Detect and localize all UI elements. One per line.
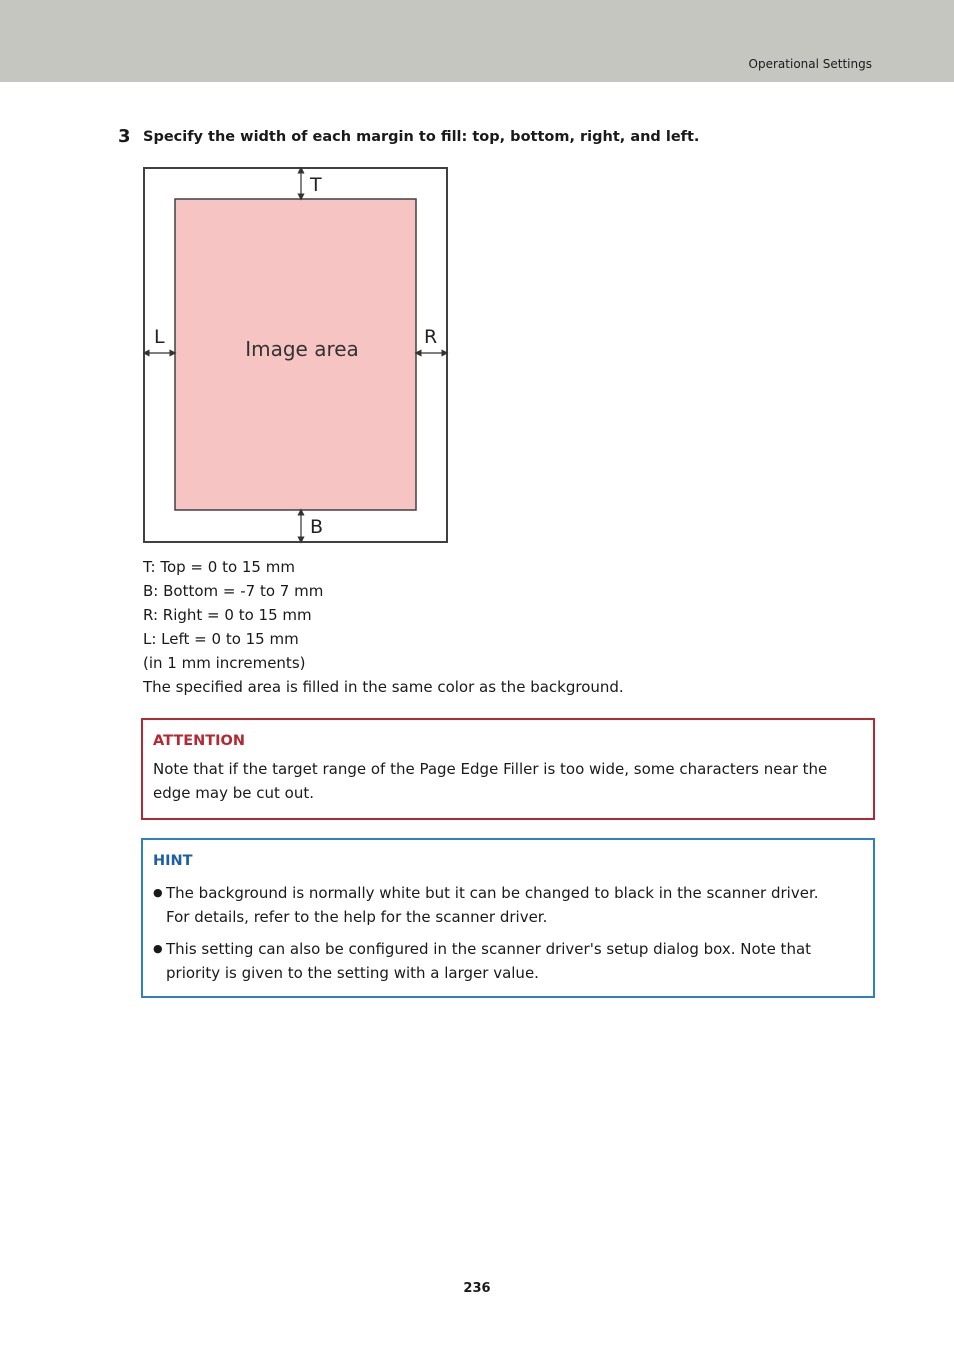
page-header-band	[0, 0, 954, 82]
attention-box	[141, 718, 875, 820]
attention-text	[153, 757, 863, 805]
margin-top-range: T: Top = 0 to 15 mm	[143, 558, 295, 576]
attention-line: Note that if the target range of the Page Edge Filler is too wide, some characters near the	[153, 760, 828, 778]
bullet-icon: ●	[153, 886, 163, 899]
hint-item	[153, 881, 863, 929]
margin-bottom-range: B: Bottom = -7 to 7 mm	[143, 582, 324, 600]
hint-line: The background is normally white but it can be changed to black in the scanner driver.	[166, 884, 819, 902]
margin-right-range: R: Right = 0 to 15 mm	[143, 606, 312, 624]
margin-left-range: L: Left = 0 to 15 mm	[143, 630, 299, 648]
section-title: Operational Settings	[748, 57, 872, 71]
bottom-margin-label: B	[310, 516, 324, 538]
left-margin-label: L	[154, 326, 165, 348]
right-margin-label: R	[424, 326, 438, 348]
margin-diagram-svg	[143, 167, 449, 544]
margin-ranges	[143, 555, 624, 699]
fill-note: The specified area is filled in the same color as the background.	[143, 678, 624, 696]
page-number: 236	[463, 1281, 491, 1296]
attention-title: ATTENTION	[153, 733, 245, 749]
margin-diagram	[143, 167, 449, 544]
step-instruction: Specify the width of each margin to fill: top, bottom, right, and left.	[143, 129, 700, 145]
hint-line: For details, refer to the help for the scanner driver.	[166, 908, 548, 926]
hint-item	[153, 937, 863, 985]
attention-line: edge may be cut out.	[153, 784, 314, 802]
hint-box	[141, 838, 875, 998]
increment-note: (in 1 mm increments)	[143, 654, 306, 672]
bullet-icon: ●	[153, 942, 163, 955]
step-number: 3	[118, 126, 131, 147]
hint-list	[153, 881, 863, 985]
hint-line: priority is given to the setting with a larger value.	[166, 964, 539, 982]
hint-title: HINT	[153, 853, 193, 869]
hint-line: This setting can also be configured in the scanner driver's setup dialog box. Note that	[166, 940, 812, 958]
image-area-label: Image area	[245, 337, 359, 361]
top-margin-label: T	[310, 174, 322, 196]
